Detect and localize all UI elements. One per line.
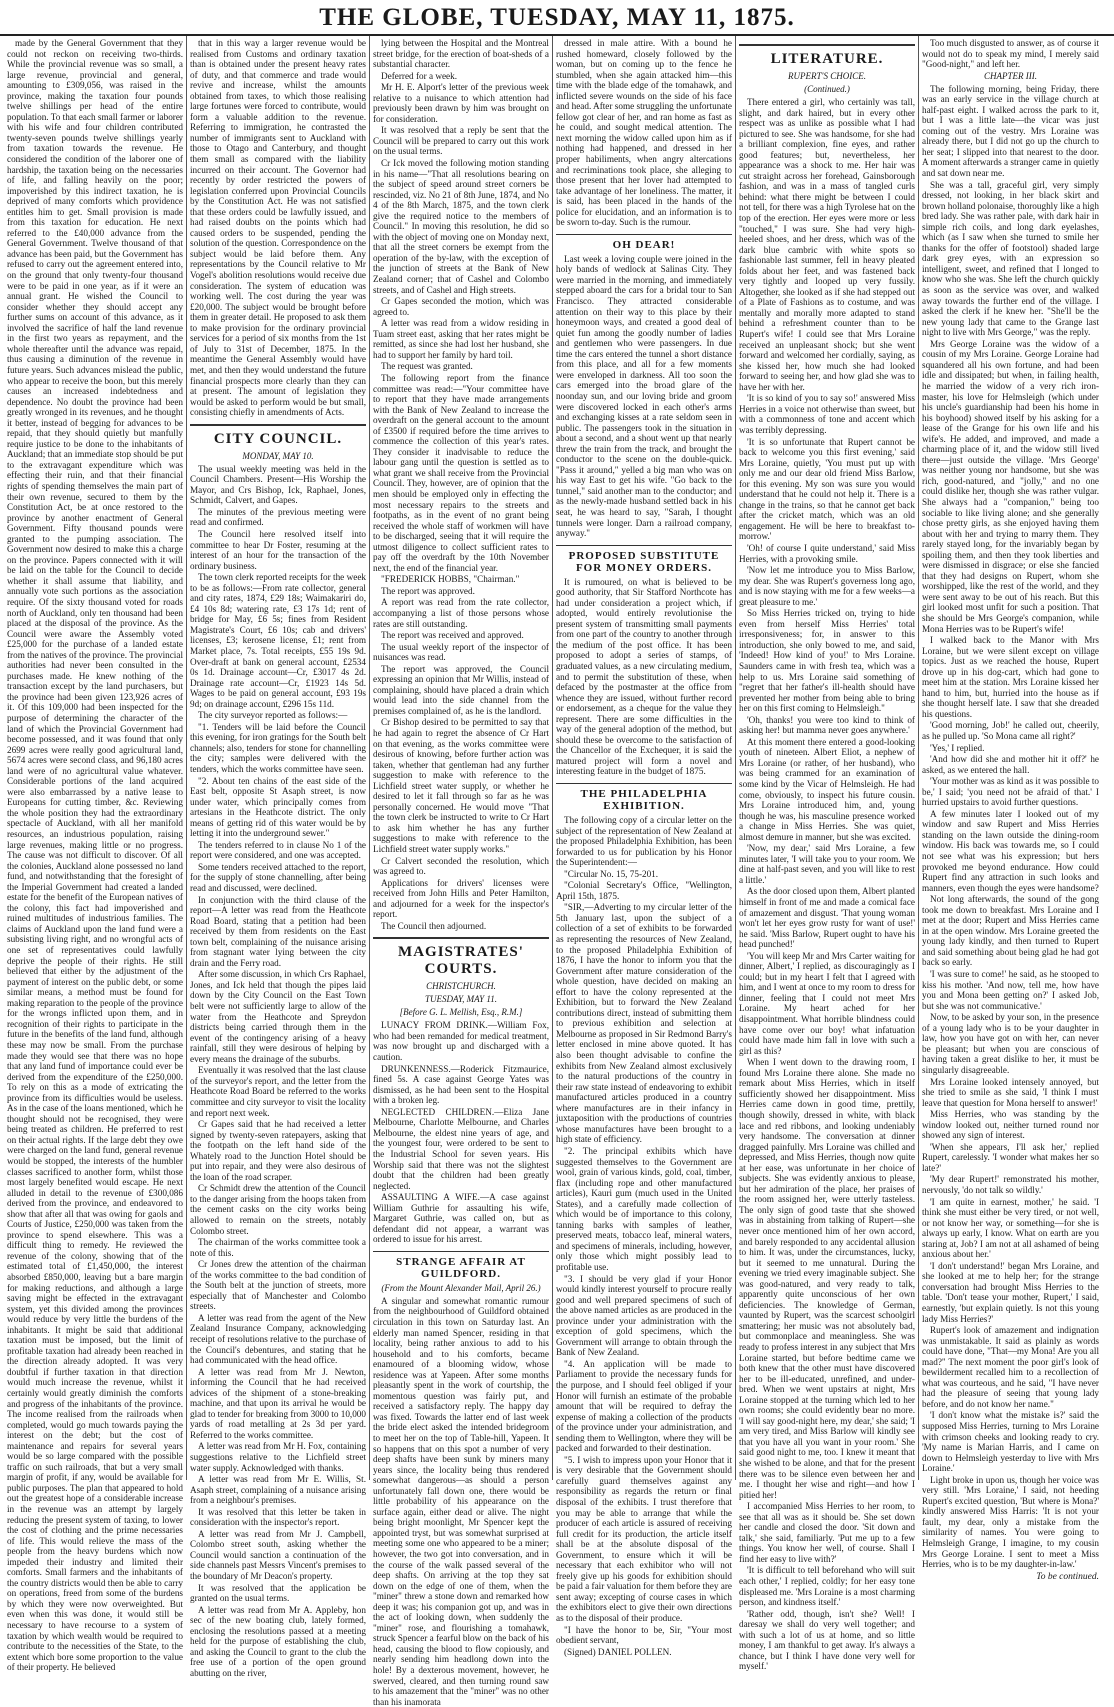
paragraph: At this moment there entered a good-looking youth of nineteen. Albert Eliot, a nephew of Mrs Loraine (or rather, of her husband), who was being crammed for an examination of some kind by the Vicar of Helmsleigh. He had come, obviously, to inspect his future cousin. Mrs Loraine introduced him, and, young though he was, his masculine presence worked a change in Miss Herries. She was quiet, almost demure in manner, but she was excited.	[739, 736, 915, 842]
paragraph: A letter was read from Mr A. Appleby, hon sec of the new boating club, lately formed, enclosing the resolutions passed at a meeting held for the purpose of establishing the club, and asking the Council to grant to the club the free use of a portion of the open ground abutting on the river,	[190, 1604, 366, 1678]
column-3	[370, 36, 553, 1707]
paragraph: Deferred for a week.	[381, 70, 458, 81]
paragraph: NEGLECTED CHILDREN.—Eliza Jane Melbourne, Charlotte Melbourne, and Charles Melbourne, the eldest nine years of age, and the youngest four, were ordered to be sent to the Industrial School for seven years. His Worship said that there was not the slightest doubt that the children had been greatly neglected.	[373, 1106, 549, 1191]
paragraph: 'When she appears, I'll ask her,' replied Rupert, carelessly. 'I wonder what makes her so late?'	[922, 1141, 1099, 1173]
paragraph: Cr Schmidt drew the attention of the Council to the danger arising from the hoops taken from the cement casks on the city works being allowed to remain on the streets, notably Colombo street.	[190, 1183, 366, 1236]
paragraph: It was resolved that a reply be sent that the Council will be prepared to carry out this work on the usual terms.	[373, 125, 549, 157]
section-heading-literature: LITERATURE.	[739, 44, 915, 68]
column-6	[919, 36, 1102, 1582]
paragraph: Light broke in upon us, though her voice was very still. 'Mrs Loraine,' I said, not heeding Rupert's excited question, 'But where is Mona?' kindly answered Miss Harris: 'It is not your fault, my dear, only a mistake from the similarity of names. You were going to Helmsleigh Grange, I imagine, to my cousin Mrs George Loraine. I sent to meet a Miss Herries, who is to be my daughter-in-law.'	[922, 1474, 1099, 1570]
paragraph: Mrs Loraine looked intensely annoyed, but she tried to smile as she said, 'I think I must leave that question for Mona herself to answer!'	[922, 1076, 1099, 1108]
paragraph: When I went down to the drawing room, I found Mrs Loraine there alone. She made no remark about Miss Herries, which in itself sufficiently showed her disappointment. Miss Herries came down in good time, prettily, though showily, dressed in white, with black lace and red ribbons, and looking undeniably very handsome. The conversation at dinner dragged painfully. Mrs Loraine was chilled and depressed, and Miss Herries, though now quite at her ease, was unfortunate in her choice of subjects. She was evidently anxious to please, but her admiration of the place, her praises of the room assigned her, were utterly tasteless. The only sign of good taste that she showed was in abstaining from talking of Rupert—she never once mentioned him of her own accord, and barely responded to any accidental allusion to him. It was, under the circumstances, lucky, but it seemed to me unnatural. During the evening we tried every imaginable subject. She was good-natured, and very ready to talk, apparently quite unconscious of her own deficiencies. The knowledge of German, vaunted by Rupert, was the scarcest schoolgirl smattering; her music was not absolutely bad, but commonplace and meaningless. She was ready to profess interest in any subject that Mrs Loraine started, but before bedtime came we both knew that the other must have discovered her to be ill-educated, unrefined, and under-bred. When we went upstairs at night, Mrs Loraine stopped at the turning which led to her own rooms; she could evidently bear no more. 'I will say good-night here, my dear,' she said; 'I am very tired, and Miss Barlow will kindly see that you have all you want in your room.' She said good night to me, too. I knew it meant that she wished to be alone, and that for the present there was to be silence even between her and me. I thought her wise and right—and how I pitied her!	[739, 1057, 915, 1500]
paragraph: 'My dear Rupert!' remonstrated his mother, nervously, 'do not talk so wildly.'	[922, 1174, 1099, 1195]
masthead	[0, 0, 1114, 36]
paragraph: 'Rather odd, though, isn't she? Well! I daresay we shall do very well together; and with such a lot of us at home, and so little money, I am thankful to get away. It's always a chance, but I think I have done very well for myself.'	[739, 1608, 915, 1672]
to-be-continued: To be continued.	[1036, 1571, 1099, 1582]
paragraph: Some tenders received attached to the report, for the supply of stone channelling, after being read and discussed, were declined.	[190, 861, 366, 894]
paragraph: Mr H. E. Alport's letter of the previous week relative to a nuisance to which attention had previously been drawn by him was brought on for consideration.	[373, 82, 549, 124]
paragraph: A letter was read from Mr J. Newton, informing the Council that he had received advices of the shipment of a stone-breaking machine, and that upon its arrival he would be glad to tender for breaking from 3000 to 10,000 yards of road metalling at 2s 3d per yard. Referred to the works committee.	[190, 1366, 366, 1440]
paragraph: Mrs George Loraine was the widow of a cousin of my Mrs Loraine. George Loraine had squandered all his own fortune, and had been idle and dissipated; but when, in failing health, he married the widow of a very rich iron-master, his love for Helmsleigh (which under his uncle's guardianship had been his home in his boyhood) showed itself by his asking for a lease of the Grange for his own life and his wife's. He added, and improved, and made a charming place of it, and the widow still lived there—just outside the village. 'Mrs George' was neither young nor handsome, but she was rich, good-natured, and "jolly," and no one could dislike her, though she was rather vulgar. She always had a "companion," being too sociable to like living alone; and she generally chose pretty girls, as she enjoyed having them about with her and trying to marry them. They rarely stayed long, for the invariably began by spoiling them, and then they took liberties and were dismissed in disgrace; or else she fancied that they had designs on Rupert, whom she worshipped, like the rest of the world, and they were sent away to be out of his reach. But this girl looked most unfit for such a position. That she should be Mrs George's companion, while Mona Herries was to be Rupert's wife!	[922, 338, 1099, 634]
paragraph: (Signed) DANIEL POLLEN.	[564, 1646, 672, 1657]
section-heading-money-orders: PROPOSED SUBSTITUTE FOR MONEY ORDERS.	[556, 545, 732, 574]
paragraph: The tenders referred to in clause No 1 of the report were considered, and one was accepted.	[190, 839, 366, 861]
section-heading-oh-dear: OH DEAR!	[556, 234, 732, 251]
paragraph: 'I was sure to come!' he said, as he stooped to kiss his mother. 'And now, tell me, how have you and Mona been getting on?' I asked Job, but she was not communicative.'	[922, 969, 1099, 1011]
paragraph: So Miss Herries tricked on, trying to hide even from herself Miss Herries' total irresponsiveness; for, in answer to this introduction, she only bowed to me, and said, 'Indeed! How kind of you!' to Mrs Loraine. Saunders came in with fresh tea, which was a help to us. Mrs Loraine said something of "regret that her father's ill-health should have prevented her mother from being able to bring her on this first coming to Helmsleigh."	[739, 608, 915, 714]
paragraph: 'It is so unfortunate that Rupert cannot be back to welcome you this first evening,' said Mrs Loraine, quietly, 'You must put up with only me and our dear old friend Miss Barlow, for this evening. My son was sure you would understand that he could not help it. There is a change in the trains, so that he cannot get back after the cricket match, which was an old engagement. He will be here to breakfast to-morrow.'	[739, 436, 915, 542]
paragraph: Not long afterwards, the sound of the gong took me down to breakfast. Mrs Loraine and I met at the door; Rupert and Miss Herries came in at the open window. Mrs Loraine greeted the young lady kindly, and then turned to Rupert and said something about being glad he had got back so early.	[922, 894, 1099, 968]
paragraph: A few minutes later I looked out of my window and saw Rupert and Miss Herries standing on the lawn outside the dining-room window. His back was towards me, so I could not see what was his expression; but hers provoked me beyond endurance. How could Rupert find any attraction in such looks and manners, even though the eyes were handsome?	[922, 808, 1099, 893]
paragraph: 'Your mother was as kind as it was possible to be,' I said; 'you need not be afraid of that.' I hurried upstairs to avoid further questions.	[922, 776, 1099, 808]
paragraph: The usual weekly report of the inspector of nuisances was read.	[373, 641, 549, 663]
paragraph: The report was approved.	[381, 585, 475, 596]
paragraph: 'It is so kind of you to say so!' answered Miss Herries in a voice not otherwise than sweet, but with a commonness of tone and accent which was terribly depressing.	[739, 393, 915, 435]
paragraph: The Council then adjourned.	[381, 920, 487, 931]
paragraph: Rupert's look of amazement and indignation was unmistakable. It said as plainly as words could have done, "That—my Mona! Are you all mad?" The next moment the poor girl's look of bewilderment recalled him to a recollection of what was courteous, and he said, "I have never had the pleasure of seeing that young lady before, and do not know her name."	[922, 1325, 1099, 1409]
paragraph: ASSAULTING A WIFE.—A case against William Guthrie for assaulting his wife, Margaret Guthrie, was called on, but as defendant did not appear, a warrant was ordered to issue for his arrest.	[373, 1192, 549, 1245]
paragraph: Applications for drivers' licenses were received from John Hills and Peter Hamilton, and adjourned for a week for the inspector's report.	[373, 877, 549, 920]
paragraph: 'I don't know what the mistake is?' said the supposed Miss Herries, turning to Mrs Loraine with crimson cheeks and looking ready to cry. 'My name is Marian Harris, and I came on down to Helmsleigh yesterday to live with Mrs Loraine.'	[922, 1410, 1099, 1474]
paragraph: Too much disgusted to answer, as of course it would not do to speak my mind, I merely said "Good-night," and left her.	[922, 38, 1099, 70]
paragraph: that in this way a larger revenue would be realised from Customs and ordinary taxation than is obtained under the present heavy rates of duty, and that commerce and trade would revive and increase, whilst the amounts obtained from taxes, to which those realising large fortunes were forced to contribute, would form a valuable addition to the revenue. Referring to immigration, he contrasted the number of immigrants sent to Auckland with those to Otago and Canterbury, and thought them small as compared with the liability incurred on their account. The Governor had recently by order restricted the powers of legislation conferred upon Provincial Councils by the Constitution Act. He was not satisfied that these orders could be lawfully issued, and had raised doubts on the points which had caused orders to be suspended, pending the solution of the question. Correspondence on the subject would be laid before them. Any representations by the Council relative to Mr Vogel's abolition resolutions would receive due consideration. The system of education was working well. The cost during the year was £20,000. The subject would be brought before them in greater detail. He proposed to ask them to make provision for the ordinary provincial services for a period of six months from the 1st of July to 31st of December, 1875. In the meantime the General Assembly would have met, and then they would understand the future financial prospects more clearly than they can at present. The amount of legislation they would be asked to perform would be but small, consisting chiefly in amendments of Acts.	[190, 38, 366, 418]
paragraph: 'Now, my dear,' said Mrs Loraine, a few minutes later, 'I will take you to your room. We dine at half-past seven, and you will like to rest a little.'	[739, 843, 915, 885]
paragraph: "SIR,—Adverting to my circular letter of the 5th January last, upon the subject of a collection of a set of exhibits to be forwarded as representing the resources of New Zealand, to the proposed Philadelphia Exhibition of 1876, I have the honor to inform you that the Government after mature consideration of the whole question, have decided on making an effort to have the colony represented at the Exhibition, but to forward the New Zealand contributions direct, instead of submitting them to previous exhibition and selection at Melbourne as proposed in Sir Redmond Barry's letter enclosed in mine above quoted. It has also been thought advisable to confine the exhibits from New Zealand almost exclusively to the natural productions of the country in their raw state instead of endeavoring to exhibit manufactured articles produced in a country where manufactures are in their infancy in juxtaposition with the productions of countries whose manufactures have been brought to a high state of efficiency.	[556, 902, 732, 1145]
paragraph: made by the General Government that they could not reckon on receiving two-thirds. While the provincial revenue was so small, a large revenue, provincial and general, amounting to £309,056, was raised in the province, making the taxation four pounds twelve shillings per head of the entire population. To that each small farmer or laborer with his wife and four children contributed twenty-seven pounds twelve shillings yearly from taxation towards the revenue. He considered the condition of the laborer one of hardship, the taxation being on the necessaries of life, and falling heavily on the poor; impoverished by this indirect taxation, he is deprived of many comforts which providence entitles him to get. Small provision is made from this taxation for education. He next referred to the £40,000 advance from the General Government. Twelve thousand of that advance has been paid, but the Government has refused to carry out the agreement entered into, on the ground that only twenty-four thousand were to be paid in one year, as if it were an annual grant. He wished the Council to consider whether they should accept any further sums on account of this advance, as it involved the sacrifice of half the land revenue in the first two years as repayment, and the whole thereafter until the advance was repaid, thus causing a diminution of the revenue in future years. Such advances mislead the public, who appear to receive the boon, but this merely causes an increased indebtedness and dependence. No doubt the province had been greatly wronged in its revenues, and he thought it better, instead of begging for advances to be repaid, that they should quietly but manfully require justice to be done to the inhabitants of Auckland; that an immediate stop should be put to the extravagant expenditure which was effecting their ruin, and that their financial rights of spending themselves the main part of their own revenue, secured to them by the Constitution Act, be at once restored to the province by another enactment of General Government. Fifty thousand pounds were granted to the pumping association. The Government now desired to make this a charge on the province. Papers connected with it will be laid on the table for the Council to decide whether it shall assume that liability, and annually vote such portions as the association require. Of the sixty thousand voted for roads north of Auckland, only ten thousand had been placed at the disposal of the province. As the Council were aware the Assembly voted £25,000 for the purchase of a landed estate from the natives of the province. The provincial authorities had never been consulted in the purchases made. He knew nothing of the transaction except by the land purchasers, but the province had been given 123,926 acres of it. Of this 109,000 had been inspected for the purpose of determining the character of the land of which the Provincial Government had become possessed, and it was found that only 2699 acres were really good agricultural land, 5674 acres were second class, and 96,180 acres land were of no agricultural value whatever. Considerable portions of the land acquired were also embarrassed by a native lease to Europeans for cutting timber, &c. Reviewing the whole position they had the extraordinary spectacle of Auckland, with all her manifold resources, an industrious population, raising large revenues, making little or no progress. The cause was not difficult to discover. Of all the colonies, Auckland alone possessed no land fund, and notwithstanding that the foresight of the Imperial Government had created a landed estate for the benefit of the European natives of the colony, this fact had impoverished and ruined multitudes of industrious families. The claims of Auckland upon the land fund were a subsisting living right, and no wrongful acts of one set of representatives could lawfully deprive the people of their rights. He still believed that either by the adjustment of the payment of interest on the public debt, or some similar means, a method must be found for making reparation to the people of the province for the wrongs inflicted upon them, and in recognition of their rights to participate in the future in the benefits of the land fund, although these may now be small. From the purchase made they would see that there was no hope that any land fund of importance could ever be derived from the expenditure of the £250,000. To rely on this as a mode of extricating the province from its difficulties would be useless. As in the case of the loans mentioned, which he thought should not be recognised, they were being treated as children. He preferred to rest on their actual rights. If the large debt they owe were charged on the land fund, general revenue would be stopped, the interests of the humbler classes sacrificed to another form, whilst those most largely benefited would escape. He next alluded in detail to the revenue of £300,086 derived from the province, and endeavored to show that after all that was owing for gaols and Courts of Justice, £250,000 was taken from the province to spend elsewhere. This was a difficult thing to remedy. He reviewed the revenue of the colony, showing that of the estimated total of £1,450,000, the interest absorbed £850,000, leaving but a bare margin for making reductions, and although a large saving might be effected in the extravagant system, yet this divided among the provinces would reduce by very little the burdens of the inhabitants. It might be said that additional taxation must be imposed, but the limit of profitable taxation had already been reached in the direction already adopted. It was very doubtful if further taxation in that direction would much increase the revenue, whilst it certainly would greatly diminish the comforts and progress of the inhabitants of the province. The income realised from the railroads when completed, would go much towards paying the interest on the debt; but the cost of maintenance and repairs for several years would be so large compared with the possible traffic on such railroads, that but a very small margin of profit, if any, would be available for public purposes. The plan that appeared to hold out the greatest hope of a considerable increase in the revenue was an attempt by largely reducing the present system of taxing, to lower the cost of clothing and the prime necessaries of life. This would relieve the mass of the people from the heavy burdens which now impeded their industry and limited their comforts. Small farmers and the inhabitants of the country districts would then be able to carry on operations, freed from some of the burdens by which they were now overweighted. But even when this was done, it would still be necessary to have recourse to a system of taxation by which wealth would be required to contribute to the necessities of the State, to the extent which bore some proportion to the value of their property. He believed	[7, 38, 183, 1673]
paragraph: The report was received and approved.	[381, 630, 524, 641]
paragraph: The minutes of the previous meeting were read and confirmed.	[190, 506, 366, 528]
paragraph: A letter was read from a widow residing in Tuam street east, asking that her rates might be remitted, as since she had lost her husband, she had to support her family by hard toil.	[373, 318, 549, 360]
paragraph: It is rumoured, on what is believed to be good authority, that Sir Stafford Northcote has had under consideration a project which, if adopted, would entirely revolutionise the present system of transmitting small payments from one part of the country to another through the medium of the post office. It has been proposed to adopt a series of stamps, of graduated values, as a new circulating medium, and to permit the substitution of these, when defaced by the postmaster at the office from whence they are issued, without further record or endorsement, as a cheque for the value they represent. There are some difficulties in the way of the general adoption of the method, but should these be overcome to the satisfaction of the Chancellor of the Exchequer, it is said the matured project will form a novel and interesting feature in the budget of 1875.	[556, 576, 732, 777]
paragraph: Cr Calvert seconded the resolution, which was agreed to.	[373, 855, 549, 877]
paragraph: The city surveyor reported as follows:—	[198, 710, 348, 721]
paragraph: The report was approved, the Council expressing an opinion that Mr Willis, instead of complaining, should have placed a drain which would lead into the side channel from the premises complained of, as he is the landlord.	[373, 663, 549, 716]
paragraph: LUNACY FROM DRINK.—William Fox, who had been remanded for medical treatment, was now brought up and discharged with a caution.	[373, 1020, 549, 1063]
paragraph: A letter was read from the agent of the New Zealand Insurance Company, acknowledging receipt of resolutions relative to the purchase of the Council's debentures, and stating that he had communicated with the head office.	[190, 1312, 366, 1366]
paragraph: The chairman of the works committee took a note of this.	[190, 1237, 366, 1258]
paragraph: The town clerk reported receipts for the week to be as follows:—From rate collector, general and city rates, 1874, £29 18s; Waimakariri do, £4 10s 8d; watering rate, £3 17s 1d; rent of bridge for May, £6 5s; fines from Resident Magistrate's Court, £6 10s; cab and drivers' licenses, £3; kerosene license, £1; rent from Market place, 7s. Total receipts, £55 19s 9d. Over-draft at bank on general account, £2534 0s 1d. Drainage account—Cr, £3017 4s 2d. Drainage rate account—Cr, £1923 14s 5d. Wages to be paid on general account, £93 19s 9d; on drainage account, £296 15s 11d.	[190, 572, 366, 709]
paragraph: 'I am quite in earnest, mother,' he said. 'I think she must either be very tired, or not well, or not know her way, or something—for she is always up early, I know. What on earth are you staring at, Job? I am not at all ashamed of being anxious about her.'	[922, 1196, 1099, 1260]
paragraph: "FREDERICK HOBBS, "Chairman."	[381, 574, 520, 585]
paragraph: 'It is difficult to tell beforehand who will suit each other,' I replied, coldly; for her easy tone displeased me. 'Mrs Loraine is a most charming person, and kindness itself.'	[739, 1565, 915, 1608]
paragraph: "1. Tenders will be laid before the Council this evening, for iron gratings for the South belt channels; also, tenders for stone for channelling the city; samples were delivered with the tenders, which the works committee have seen.	[190, 721, 366, 774]
paragraph: "4. An application will be made to Parliament to provide the necessary funds for the purpose, and I should feel obliged if your Honor will furnish an estimate of the probable amount that will be required to defray the expense of making a collection of the products of the province under your administration, and sending them to Wellington, where they will be packed and forwarded to their destination.	[556, 1358, 732, 1454]
paragraph: dressed in male attire. With a bound he rushed homeward, closely followed by the woman, but on coming up to the fence he stumbled, when she again attacked him—this time with the blade edge of the tomahawk, and inflicted severe wounds on the side of his face and head. After some struggling the unfortunate fellow got clear of her, and ran home as fast as he could, and sought medical attention. The next morning the widow called upon him as if nothing had happened, and dressed in her proper habiliments, when angry altercations and recriminations took place, she alleging to those present that her lover had attempted to take advantage of her loneliness. The matter, it is said, has been placed in the hands of the police for elucidation, and an information is to be sworn to-day. Such is the rumour.	[556, 38, 732, 228]
paragraph: "2. About ten chains of the east side of the East belt, opposite St Asaph street, is now under water, which principally comes from artesians in the Heathcote district. The only means of getting rid of this water would be by letting it into the underground sewer."	[190, 775, 366, 839]
column-4	[553, 36, 736, 1657]
article-source: (From the Mount Alexander Mail, April 26.)	[381, 1282, 541, 1293]
paragraph: Eventually it was resolved that the last clause of the surveyor's report, and the letter from the Heathcote Road Board be referred to the works committee and city surveyor to visit the locality and report next week.	[190, 1065, 366, 1118]
court-date: TUESDAY, MAY 11.	[424, 994, 498, 1005]
paragraph: 'I don't understand!' began Mrs Loraine, and she looked at me to help her; for the strange conversation had brought Miss Herries to the table. 'Don't tease your mother, Rupert,' I said, earnestly, 'but explain quietly. Is not this young lady Miss Herries?'	[922, 1260, 1099, 1324]
paragraph: A letter was read from Mr J. Campbell, Colombo street south, asking whether the Council would sanction a continuation of the side channels past Messrs Vincent's premises to the boundary of Mr Deacon's property.	[190, 1528, 366, 1582]
paragraph: The following report from the finance committee was read:—"Your committee have to report that they have made arrangements with the Bank of New Zealand to increase the overdraft on the general account to the amount of £3500 if required before the time arrives to commence the collection of this year's rates. They consider it inadvisable to reduce the labour gang until the question is settled as to what grant we shall receive from the Provincial Council. They, however, are of opinion that the men should be employed only in effecting the most necessary repairs to the streets and footpaths, as in the event of no grant being received the whole staff of workmen will have to be discharged, seeing that it will require the utmost diligence to collect sufficient rates to pay off the overdraft by the 10th November next, the end of the financial year.	[373, 372, 549, 573]
paragraph: A singular and somewhat romantic rumour from the neighbourhood of Guildford obtained circulation in this town on Saturday last. An elderly man named Spencer, residing in that locality, being rather anxious to add to his household and to his comforts, became enamoured of a blooming widow, whose residence was at Yapeen. After some months pleasantly spent in the work of courtship, the momentous question was fairly put, and received a satisfactory reply. The happy day was fixed. Towards the latter end of last week the bride elect asked the intended bridegroom to meet her on the top of Table-hill, Yapeen. It so happens that on this spot a number of very deep shafts have been sunk by miners many years since, the locality being thus rendered somewhat dangerous—as should a person unfortunately fall down one, there would be little probability of his appearance on the surface again, either dead or alive. The night being bright moonlight, Mr Spencer kept the appointed tryst, but was somewhat surprised at meeting some one who appeared to be a miner; however, the two got into conversation, and in the course of the walk passed several of the deep shafts. On arriving at the top they sat down on the edge of one of them, when the "miner" threw a stone down and remarked how deep it was; his companion got up, and was in the act of looking down, when suddenly the "miner" rose, and flourishing a tomahawk, struck Spencer a fearful blow on the back of his head, causing the blood to flow copiously, and nearly sending him headlong down into the hole! By a dexterous movement, however, he swerved, cleared, and then turning round saw to his amazement that the "miner" was no other than his inamorata	[373, 1295, 549, 1707]
chapter-heading: CHAPTER III.	[984, 70, 1037, 81]
paragraph: Cr Gapes said that he had received a letter signed by twenty-seven ratepayers, asking that the footpath on the left hand side of the Whately road to the Junction Hotel should be put into repair, and they were also desirous of the loan of the road scraper.	[190, 1119, 366, 1182]
paragraph: I accompanied Miss Herries to her room, to see that all was as it should be. She set down her candle and closed the door. 'Sit down and talk,' she said, familiarly. 'Put me up to a few things. You know her well, of course. Shall I find her easy to live with?'	[739, 1501, 915, 1564]
newspaper-title: THE GLOBE, TUESDAY, MAY 11, 1875.	[319, 4, 795, 31]
paragraph: It was resolved that the application be granted on the usual terms.	[190, 1582, 366, 1604]
column-5	[736, 36, 919, 1672]
paragraph: She was a tall, graceful girl, very simply dressed, not looking, in her black skirt and brown holland polonaise, thoroughly like a high bred lady. She was rather pale, with dark hair in simple rich coils, and long dark eyelashes, which (as I saw when she turned to smile her thanks for the offer of footstool) shaded large dark grey eyes, with an expression so intelligent, sweet, and refined that I longed to know who she was. She left the church quickly as soon as the service was over, and walked away towards the further end of the village. I asked the clerk if he knew her. "She'll be the new young lady that came to the Grange last night to live with Mrs George," was the reply.	[922, 179, 1099, 338]
section-heading-city-council: CITY COUNCIL.	[190, 424, 366, 448]
section-heading-guildford: STRANGE AFFAIR AT GUILDFORD.	[373, 1251, 549, 1280]
paragraph: As the door closed upon them, Albert planted himself in front of me and made a comical face of amazement and disgust. 'That young woman won't let her eyes grow rusty for want of use!' he said. 'Miss Barlow, Rupert ought to have his head punched!'	[739, 886, 915, 950]
paragraph: There entered a girl, who certainly was tall, slight, and dark haired, but in every other respect was as unlike as possible what I had pictured to see. She was handsome, for she had a brilliant complexion, fine eyes, and rather good features; but, nevertheless, her appearance was a shock to me. Her hair was cut straight across her forehead, Gainsborough fashion, and was in a mass of tangled curls behind: what there might be between I could not tell, for there was a high Tyrolese hat on the top of the erection. Her eyes were more or less "touched," I was sure. She had very high-heeled shoes, and her dress, which was of the dark blue cambric with white spots so fashionable last summer, fell in heavy pleated folds about her feet, and was fastened back very tightly and looped up very fussily. Altogether, she looked as if she had stepped out of a Plate of Fashions as to costume, and was mentally and morally more adapted to stand behind a refreshment counter than to be Rupert's wife! I could see that Mrs Loraine received an unpleasant shock; but she went forward and welcomed her cordially, saying, as she kissed her, how much she had looked forward to seeing her, and how glad she was to have her with her.	[739, 97, 915, 392]
paragraph: "2. The principal exhibits which have suggested themselves to the Government are wool, grain of various kinds, gold, coal, timber, flax (including rope and other manufactured articles), Kauri gum (much used in the United States), and a carefully made collection of which would be of importance to this colony, tanning barks with samples of leather, preserved meats, tobacco leaf, mineral waters, and specimens of minerals, including, however, only those which might possibly lead to profitable use.	[556, 1145, 732, 1272]
column-2	[187, 36, 370, 1678]
paragraph: Cr Ick moved the following motion standing in his name—"That all resolutions bearing on the subject of speed around street corners be rescinded, viz. No 21 of 8th June, 1874, and No 4 of the 8th March, 1875, and the town clerk give the required notice to the members of Council." In moving this resolution, he did so with the object of moving one on Monday next, that all the street corners be exempt from the operation of the by-law, with the exception of the junction of streets at the Bank of New Zealand corner; that of Cashel and Colombo streets, and of Cashel and High streets.	[373, 158, 549, 295]
paragraph: It was resolved that this letter be taken in consideration with the inspector's report.	[190, 1506, 366, 1528]
continued-note: (Continued.)	[804, 84, 850, 94]
columns	[4, 36, 1110, 1707]
paragraph: Cr Jones drew the attention of the chairman of the works committee to the bad condition of the South belt at the junction of streets, more especially that of Manchester and Colombo streets.	[190, 1259, 366, 1312]
paragraph: Cr Gapes seconded the motion, which was agreed to.	[373, 296, 549, 317]
paragraph: A letter was read from Mr H. Fox, containing suggestions relative to the Lichfield street water supply. Acknowledged with thanks.	[190, 1441, 366, 1473]
section-heading-magistrates-courts: MAGISTRATES' COURTS.	[373, 937, 549, 978]
paragraph: Cr Bishop desired to be permitted to say that he had again to regret the absence of Cr Hart on that evening, as the works committee were desirous of knowing, before further action was taken, whether that gentleman had any further suggestion to make with reference to the Lichfield street water supply, or whether he desired to let it fall through so far as he was personally concerned. He would move "That the town clerk be instructed to write to Cr Hart to ask him whether he has any further suggestions to make with reference to the Lichfield street water supply works."	[373, 717, 549, 855]
dateline: MONDAY, MAY 10.	[242, 450, 314, 461]
paragraph: After some discussion, in which Crs Raphael, Jones, and Ick held that though the pipes laid down by the City Council on the East Town belt were not sufficiently large to allow of the water from the Heathcote and Spreydon districts being carried through them in the event of the contingency arising of a heavy rainfall, still they were desirous of helping by every means the drainage of the suburbs.	[190, 969, 366, 1064]
court-location: CHRISTCHURCH.	[426, 981, 496, 992]
court-magistrate: [Before G. L. Mellish, Esq., R.M.]	[399, 1007, 523, 1018]
paragraph: Last week a loving couple were joined in the holy bands of wedlock at Salinas City. They were married in the morning, and immediately stepped aboard the cars for a bridal tour to San Francisco. They attracted considerable attention on their way to this place by their honeymoon ways, and created a good deal of quiet fun among the goodly number of ladies and gentlemen who were passengers. In due time the cars entered the tunnel a short distance from this place, and all for a few moments were enveloped in darkness. All too soon the cars emerged into the broad glare of the noonday sun, and our loving bride and groom were discovered locked in each other's arms and exchanging kisses at a rate seldom seen in public. The passengers took in the situation in about a second, and a shout went up that nearly threw the train from the track, and brought the conductor to the scene on the double-quick. "Pass it around," yelled a big man who was on his way East to get his wife. "Go back to the tunnel," said another man to the conductor; and as the newly-made husband settled back in his seat, he was heard to say, "Sarah, I thought tunnels were longer. Darn a railroad company, anyway."	[556, 253, 732, 539]
paragraph: 'Oh! of course I quite understand,' said Miss Herries, with a provoking smile.	[739, 542, 915, 564]
paragraph: "I have the honor to be, Sir, "Your most obedient servant,	[556, 1624, 732, 1646]
paragraph: "Colonial Secretary's Office, "Wellington, April 15th, 1875.	[556, 880, 732, 901]
paragraph: 'And how did she and mother hit it off?' he asked, as we entered the hall.	[922, 754, 1099, 775]
paragraph: lying between the Hospital and the Montreal street bridge, for the erection of boat-sheds of a substantial character.	[373, 38, 549, 70]
paragraph: A report was read from the rate collector, accompanying a list of those persons whose rates are still outstanding.	[373, 597, 549, 629]
paragraph: 'You will keep Mr and Mrs Carter waiting for dinner, Albert,' I replied, as discouragingly as I could; but in my heart I felt that I agreed with him, and I went at once to my room to dress for dinner, feeling that I could not meet Mrs Loraine. My heart ached for her disappointment. What horrible blindness could have come over our boy! what infatuation could have made him fall in love with such a girl as this?	[739, 950, 915, 1056]
paragraph: 'Now let me introduce you to Miss Barlow, my dear. She was Rupert's governess long ago, and is now staying with me for a few weeks—a great pleasure to me.'	[739, 565, 915, 607]
section-heading-philadelphia: THE PHILADELPHIA EXHIBITION.	[556, 783, 732, 812]
paragraph: The following copy of a circular letter on the subject of the representation of New Zealand at the proposed Philadelphia Exhibition, has been forwarded to us for publication by his Honor the Superintendent:—	[556, 815, 732, 868]
paragraph: The usual weekly meeting was held in the Council Chambers. Present—His Worship the Mayor, and Crs Bishop, Ick, Raphael, Jones, Schmidt, Calvert, and Gapes.	[190, 463, 366, 506]
paragraph: 'Oh, thanks! you were too kind to think of asking her! but mamma never goes anywhere.'	[739, 714, 915, 736]
paragraph: "5. I wish to impress upon your Honor that it is very desirable that the Government should carefully guard themselves against any responsibility as regards the return or final disposal of the exhibits. I trust therefore that you may be able to arrange that while the producer of each article is assured of receiving full credit for its production, the article itself shall be at the absolute disposal of the Government, to ensure which it will be necessary that each exhibitor who will not freely give up his goods for exhibition should be paid a fair valuation for them before they are sent away; excepting of course cases in which the exhibitors elect to give their own directions as to the disposal of their produce.	[556, 1454, 732, 1624]
paragraph: In conjunction with the third clause of the report—A letter was read from the Heathcote Road Board, stating that a petition had been received by them from residents on the East town belt, complaining of the nuisance arising from stagnant water lying between the city drain and the Ferry road.	[190, 894, 366, 968]
paragraph: The request was granted.	[381, 361, 473, 372]
story-title: RUPERT'S CHOICE.	[788, 71, 866, 81]
paragraph: Now, to be asked by your son, in the presence of a young lady who is to be your daughter in law, how you have got on with her, can never be pleasant; but when you are conscious of having taken a great dislike to her, it must be singularly disagreeable.	[922, 1012, 1099, 1075]
column-1	[4, 36, 187, 1673]
paragraph: The Council here resolved itself into committee to hear Dr Foster, resuming at the interest of an hour for the transaction of the ordinary business.	[190, 528, 366, 571]
paragraph: "Circular No. 15, 75-201.	[564, 868, 659, 879]
paragraph: The following morning, being Friday, there was an early service in the village church at half-past eight. I walked across the park to it, but I was a little late—the vicar was just coming out of the vestry. Mrs Loraine was already there, but I did not go up the church to her seat; I slipped into that nearest to the door. A moment afterwards a stranger came in quietly and sat down near me.	[922, 83, 1099, 179]
paragraph: 'Good morning, Job!' he called out, cheerily, as he pulled up. 'So Mona came all right?'	[922, 720, 1099, 741]
paragraph: "3. I should be very glad if your Honor would kindly interest yourself to procure really good and well prepared specimens of such of the above named articles as are produced in the province under your administration with the exception of gold specimens, which the Government will arrange to obtain through the Bank of New Zealand.	[556, 1273, 732, 1358]
paragraph: A letter was read from Mr E. Willis, St. Asaph street, complaining of a nuisance arising from a neighbour's premises.	[190, 1474, 366, 1506]
paragraph: DRUNKENNESS.—Roderick Fitzmaurice, fined 5s. A case against George Yates was dismissed, as he had been sent to the Hospital with a broken leg.	[373, 1063, 549, 1106]
paragraph: Miss Herries, who was standing by the window looked out, neither turned round nor showed any sign of interest.	[922, 1109, 1099, 1141]
paragraph: I walked back to the Manor with Mrs Loraine, but we were silent except on village topics. Just as we reached the house, Rupert drove up in his dog-cart, which had gone to meet him at the station. Mrs Loraine kissed her hand to him, but, hurried into the house as if she thought herself late. I saw that she dreaded his questions.	[922, 635, 1099, 719]
paragraph: 'Yes,' I replied.	[930, 742, 985, 753]
